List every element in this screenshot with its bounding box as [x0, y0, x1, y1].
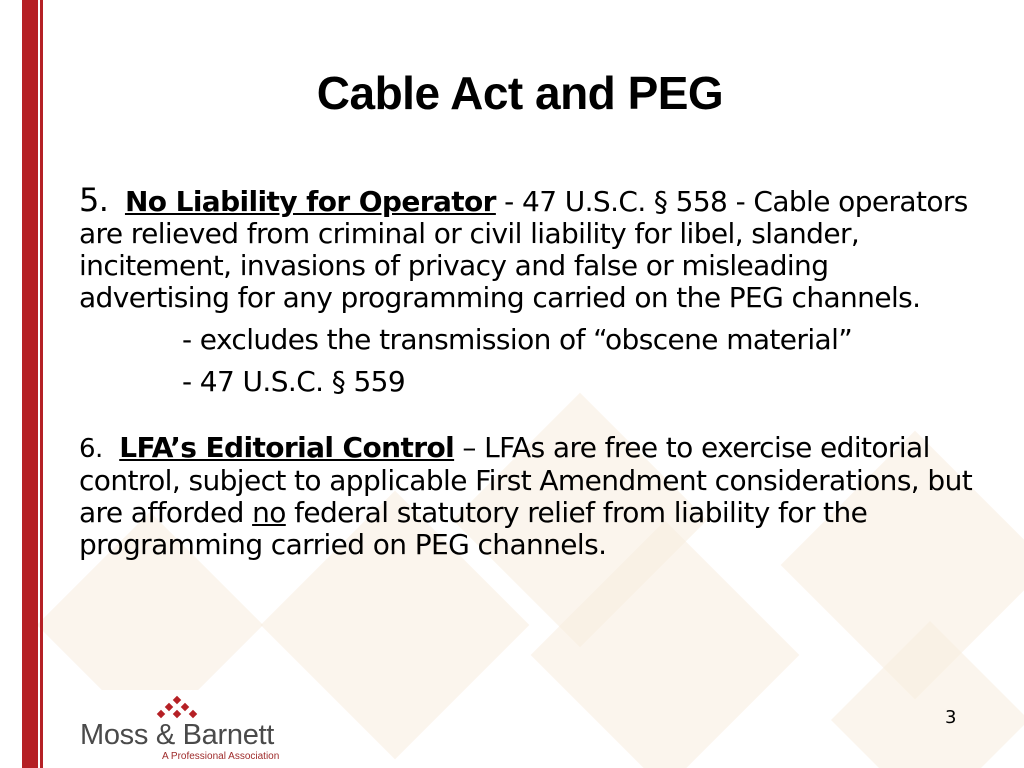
slide-body: [79, 181, 984, 561]
section-5-number: 5.: [79, 181, 109, 219]
section-6-number: 6.: [79, 434, 103, 464]
company-logo: [76, 690, 296, 768]
left-accent-bar: [22, 0, 38, 768]
section-6-text-after: federal statutory relief from liability for the programming carried on PEG channels.: [79, 496, 868, 561]
logo-tagline: A Professional Association: [162, 751, 280, 762]
logo-name: Moss & Barnett: [80, 719, 275, 751]
section-5-heading: No Liability for Operator: [124, 185, 496, 218]
section-6-text-before: – LFAs are free to exercise editorial control, subject to applicable First Amendment considerations, but are afforded: [79, 431, 973, 529]
left-accent-line: [40, 0, 43, 768]
section-6-emphasis: no: [252, 496, 286, 529]
section-5-text: - 47 U.S.C. § 558 - Cable operators are relieved from criminal or civil liability for libel, slander, incitement, invasions of privacy and false or misleading advertising for any programming carried on the PEG channels.: [79, 185, 968, 314]
section-5: [79, 181, 984, 314]
section-5-sub1: - excludes the transmission of “obscene material”: [182, 323, 853, 356]
slide-title: Cable Act and PEG: [316, 67, 724, 119]
section-6: [79, 432, 984, 561]
page-number: 3: [945, 707, 957, 728]
section-5-sub2: - 47 U.S.C. § 559: [182, 365, 406, 398]
section-6-heading: LFA’s Editorial Control: [119, 431, 455, 464]
diamond-cluster-icon: [158, 697, 198, 719]
